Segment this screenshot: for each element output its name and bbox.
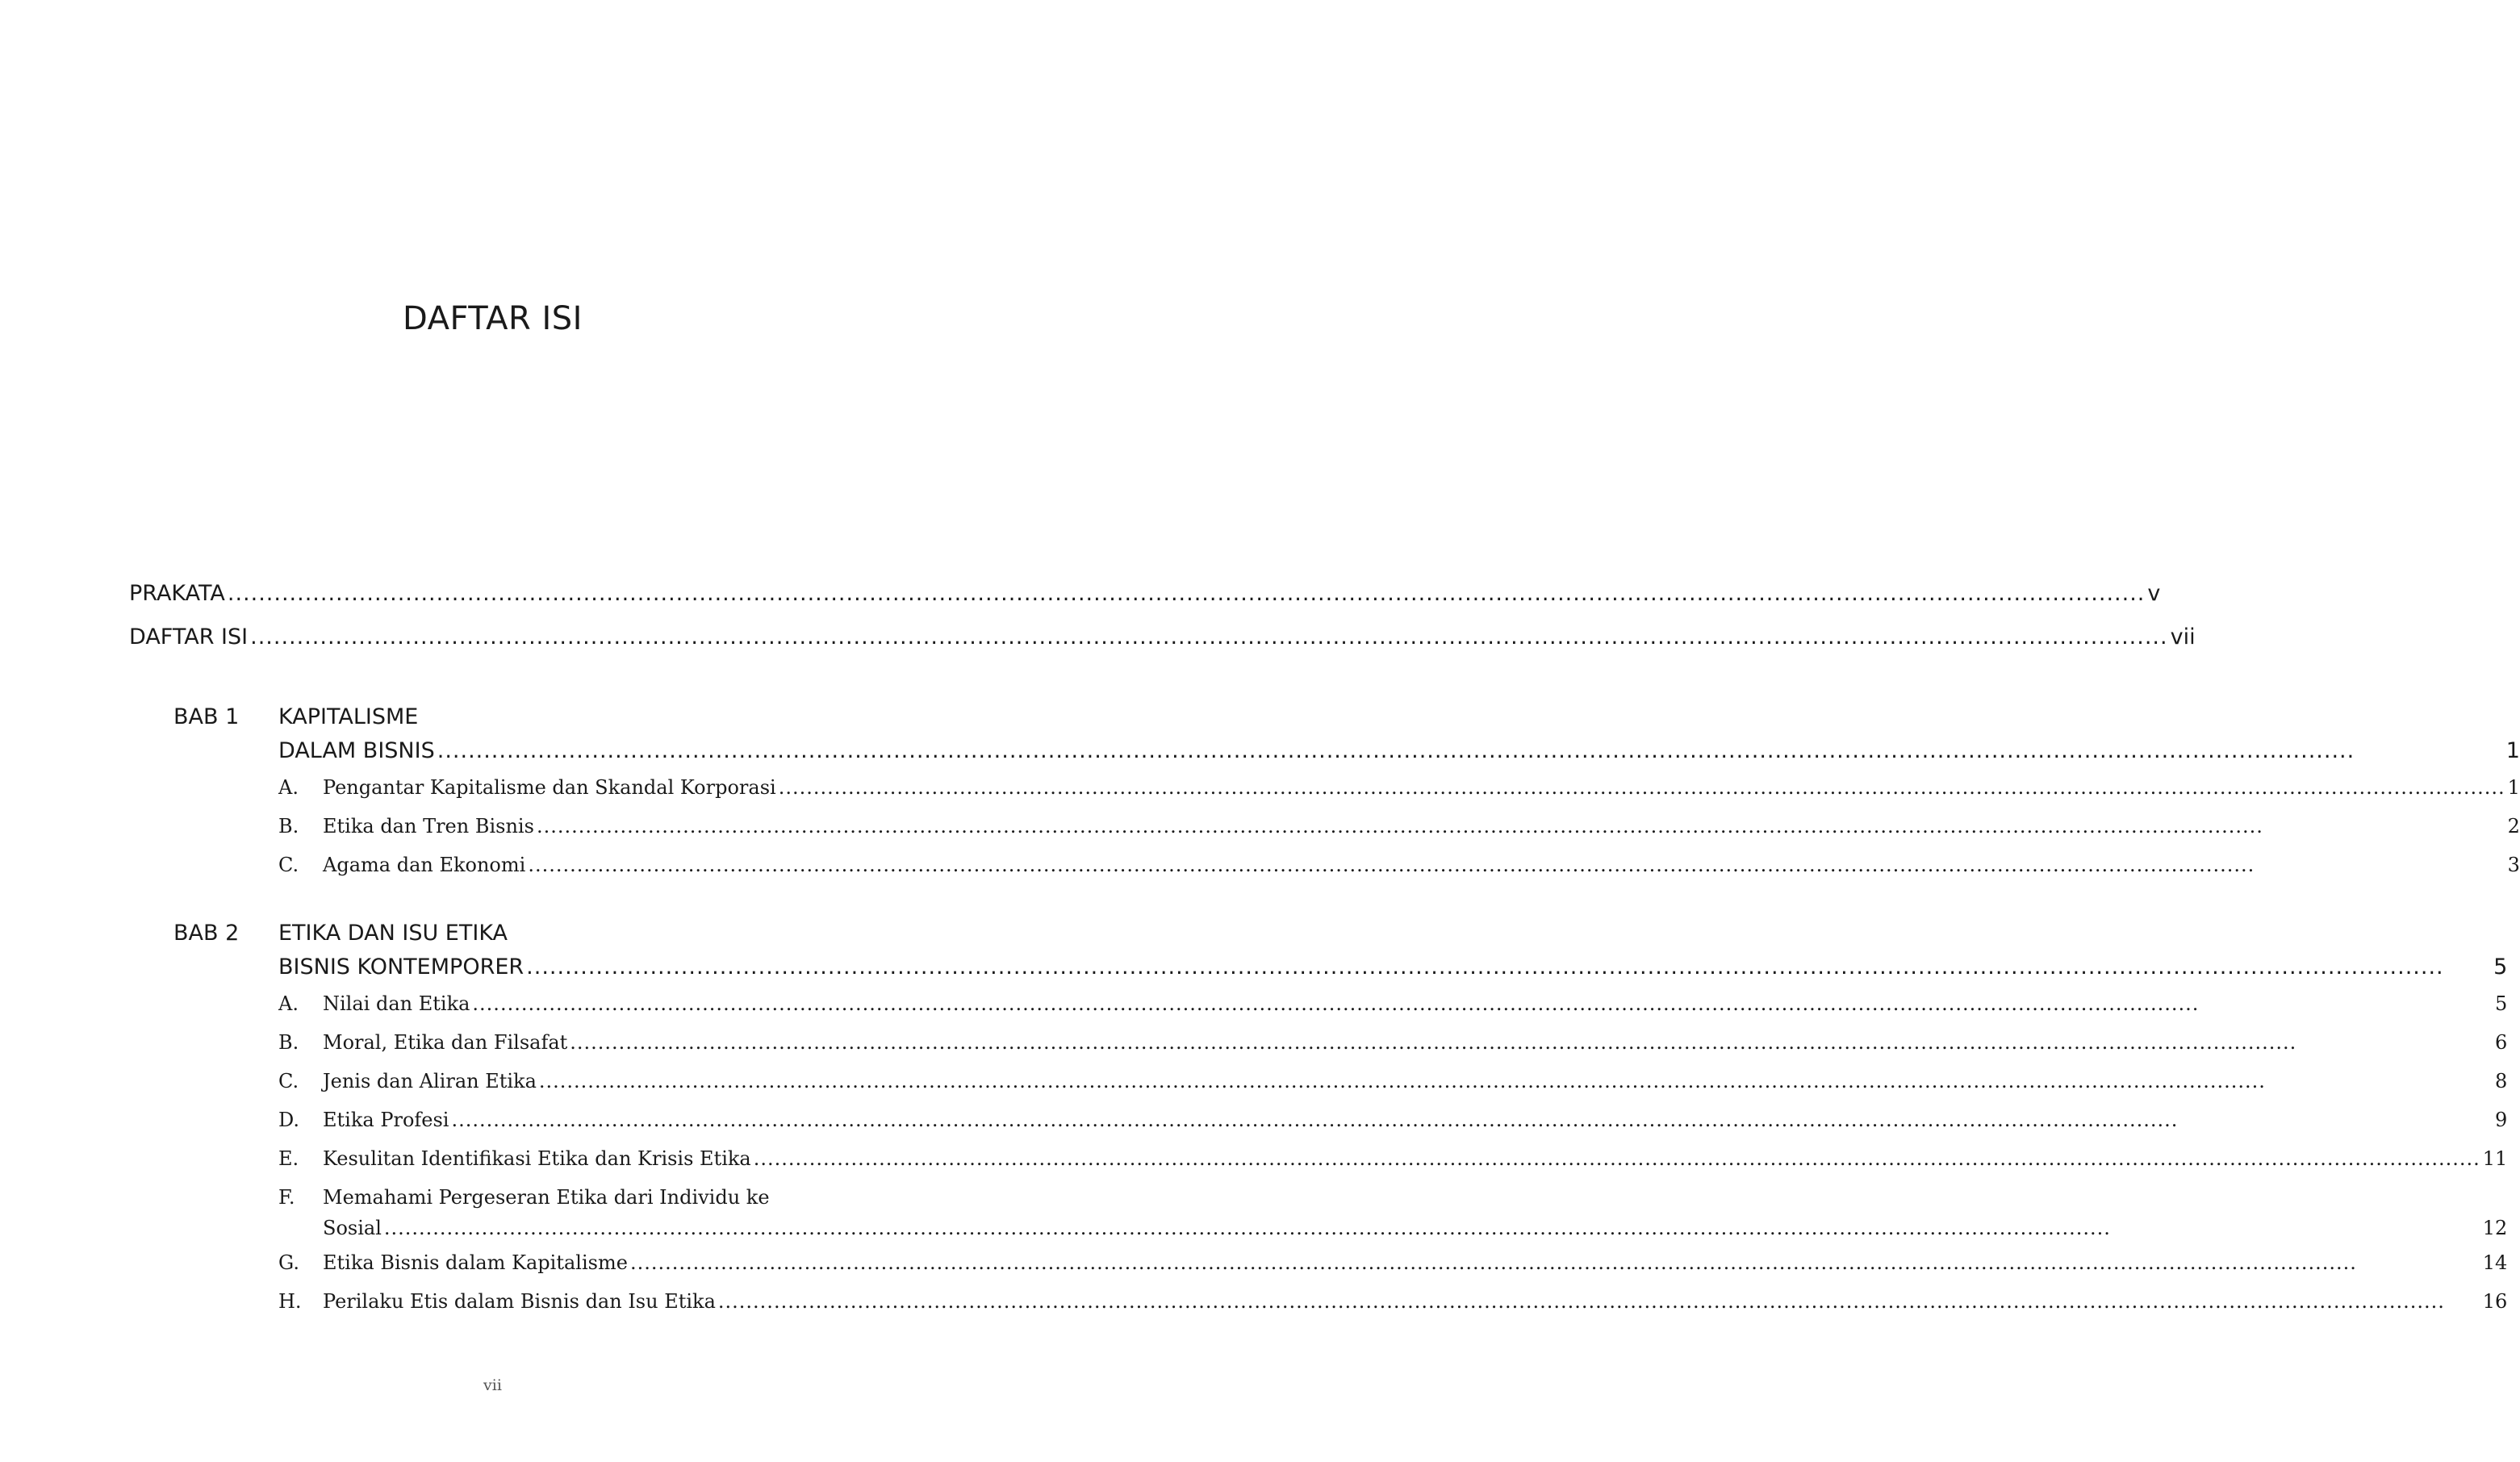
subentry-page: 3 xyxy=(2507,854,2520,876)
toc-entry-page: vii xyxy=(2170,624,2196,650)
toc-subentry[interactable] xyxy=(278,1243,2507,1282)
dot-leader xyxy=(250,624,2167,650)
chapter-title-line[interactable]: KAPITALISME xyxy=(278,704,419,729)
chapter-1 xyxy=(129,700,2520,884)
dot-leader xyxy=(754,1139,2480,1178)
subentry-letter: A. xyxy=(278,776,299,799)
toc-subentry[interactable] xyxy=(278,768,2520,807)
subentry-letter: A. xyxy=(278,992,299,1015)
toc-entry-prakata[interactable] xyxy=(129,581,2161,624)
subentry-letter: B. xyxy=(278,815,299,838)
subentry-letter: G. xyxy=(278,1251,299,1274)
subentry-label: Memahami Pergeseran Etika dari Individu ke xyxy=(323,1186,770,1209)
toc-subentry[interactable] xyxy=(278,1178,2507,1243)
dot-leader xyxy=(630,1243,2480,1282)
subentry-label: Kesulitan Identifikasi Etika dan Krisis Etika xyxy=(323,1147,751,1170)
toc-subentry[interactable] xyxy=(278,1062,2507,1101)
subentry-label: Sosial xyxy=(323,1217,382,1239)
chapter-title-entry[interactable] xyxy=(278,950,2507,984)
subentry-letter: C. xyxy=(278,854,299,876)
subentry-label: Perilaku Etis dalam Bisnis dan Isu Etika xyxy=(323,1290,716,1313)
dot-leader xyxy=(451,1101,2493,1139)
chapter-title-line: DALAM BISNIS xyxy=(278,738,435,763)
dot-leader xyxy=(384,1213,2480,1243)
toc-entry-label: DAFTAR ISI xyxy=(129,624,249,650)
subentry-label: Moral, Etika dan Filsafat xyxy=(323,1031,568,1054)
toc-entry-label: PRAKATA xyxy=(129,581,225,606)
dot-leader xyxy=(528,846,2505,884)
dot-leader xyxy=(718,1282,2480,1321)
toc-entry-daftar-isi[interactable] xyxy=(129,624,2196,668)
subentry-page: 8 xyxy=(2494,1070,2508,1092)
dot-leader xyxy=(537,807,2505,846)
subentry-page: 11 xyxy=(2482,1147,2508,1170)
dot-leader xyxy=(570,1023,2493,1062)
table-of-contents xyxy=(129,581,2520,1321)
dot-leader xyxy=(779,768,2505,807)
subentry-letter: F. xyxy=(278,1186,295,1209)
subentry-label: Jenis dan Aliran Etika xyxy=(323,1070,537,1092)
subentry-label: Etika Profesi xyxy=(323,1109,449,1131)
subentry-letter: C. xyxy=(278,1070,299,1092)
subentry-page: 14 xyxy=(2482,1251,2508,1274)
subentry-page: 16 xyxy=(2482,1290,2508,1313)
subentry-letter: H. xyxy=(278,1290,302,1313)
toc-entry-page: v xyxy=(2147,581,2161,606)
subentry-page: 9 xyxy=(2494,1109,2508,1131)
chapter-title-entry[interactable] xyxy=(278,734,2520,768)
subentry-letter: B. xyxy=(278,1031,299,1054)
subentry-label: Etika dan Tren Bisnis xyxy=(323,815,534,838)
subentry-label: Nilai dan Etika xyxy=(323,992,470,1015)
toc-subentry[interactable] xyxy=(278,1282,2507,1321)
toc-subentry[interactable] xyxy=(278,984,2507,1023)
chapter-2 xyxy=(129,917,2508,1321)
toc-subentry[interactable] xyxy=(278,846,2520,884)
toc-subentry[interactable] xyxy=(278,1023,2507,1062)
subentry-page: 6 xyxy=(2494,1031,2508,1054)
subentry-page: 1 xyxy=(2507,776,2520,799)
page-title: DAFTAR ISI xyxy=(403,300,583,337)
dot-leader xyxy=(228,581,2145,606)
subentry-label: Etika Bisnis dalam Kapitalisme xyxy=(323,1251,628,1274)
chapter-number: BAB 2 xyxy=(173,921,240,946)
subentry-letter: E. xyxy=(278,1147,299,1170)
dot-leader xyxy=(437,734,2504,768)
chapter-title-line[interactable]: ETIKA DAN ISU ETIKA xyxy=(278,921,508,946)
subentry-page: 2 xyxy=(2507,815,2520,838)
subentry-label: Pengantar Kapitalisme dan Skandal Korporasi xyxy=(323,776,776,799)
dot-leader xyxy=(539,1062,2493,1101)
subentry-label: Agama dan Ekonomi xyxy=(323,854,526,876)
subentry-page: 5 xyxy=(2494,992,2508,1015)
dot-leader xyxy=(526,950,2491,984)
subentry-page: 12 xyxy=(2482,1217,2508,1239)
toc-subentry[interactable] xyxy=(278,1139,2507,1178)
chapter-title-line: BISNIS KONTEMPORER xyxy=(278,954,524,980)
subentry-letter: D. xyxy=(278,1109,300,1131)
dot-leader xyxy=(472,984,2493,1023)
page-number: vii xyxy=(483,1376,502,1394)
toc-entry-page: 1 xyxy=(2505,738,2520,763)
toc-entry-page: 5 xyxy=(2493,954,2508,980)
toc-subentry[interactable] xyxy=(278,1101,2507,1139)
chapter-number: BAB 1 xyxy=(173,704,240,729)
toc-subentry[interactable] xyxy=(278,807,2520,846)
